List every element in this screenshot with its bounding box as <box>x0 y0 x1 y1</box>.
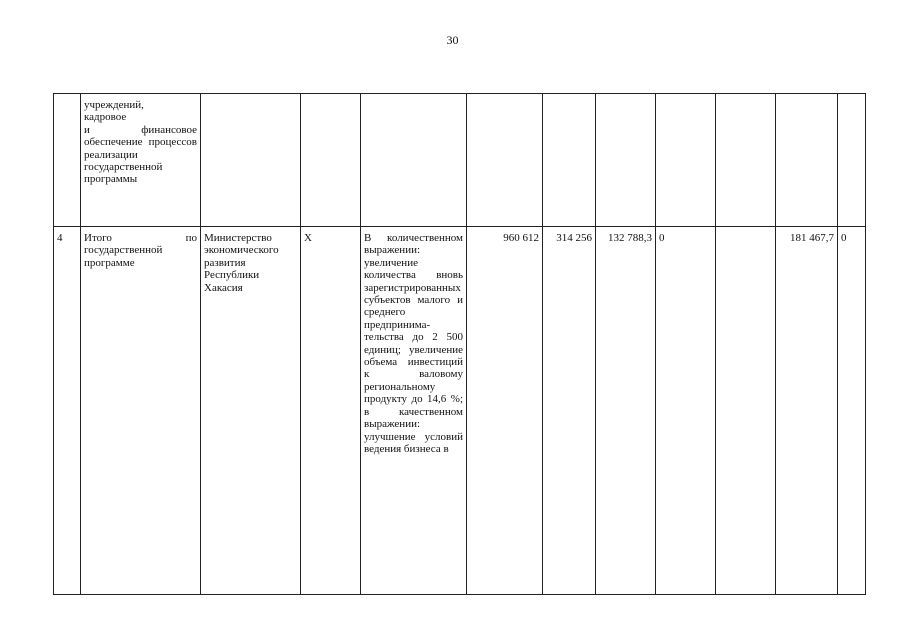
cell-value <box>838 94 866 227</box>
cell-value: 960 612 <box>467 227 543 595</box>
program-table <box>53 93 866 595</box>
cell-result <box>361 94 467 227</box>
cell-value <box>656 94 716 227</box>
cell-value <box>716 227 776 595</box>
cell-value <box>776 94 838 227</box>
cell-value <box>596 94 656 227</box>
cell-value: 132 788,3 <box>596 227 656 595</box>
cell-value <box>716 94 776 227</box>
cell-value: 0 <box>838 227 866 595</box>
page-number: 30 <box>446 33 459 47</box>
cell-value: 314 256 <box>543 227 596 595</box>
cell-mark <box>301 94 361 227</box>
cell-value: 0 <box>656 227 716 595</box>
cell-executor: Министерство экономического развития Республики Хакасия <box>201 227 301 595</box>
cell-value: 181 467,7 <box>776 227 838 595</box>
cell-name: Итого по государственной программе <box>81 227 201 595</box>
table-row <box>54 94 866 227</box>
cell-name-text: учреждений, кадровое и финансовое обеспечение процессов реализации государственной программы <box>84 99 197 186</box>
cell-value <box>543 94 596 227</box>
cell-executor <box>201 94 301 227</box>
table-row <box>54 227 866 595</box>
cell-result: В количественном выражении: увеличение количества вновь зарегистрированных субъектов малого и среднего предпринима-тельства до 2 500 единиц; увеличение объема инвестиций к валовому региональному продукту до 14,6 %; в качественном выражении: улучшение условий ведения бизнеса в <box>361 227 467 595</box>
cell-number <box>54 94 81 227</box>
cell-mark: Х <box>301 227 361 595</box>
cell-value <box>467 94 543 227</box>
cell-number: 4 <box>54 227 81 595</box>
cell-name <box>81 94 201 227</box>
